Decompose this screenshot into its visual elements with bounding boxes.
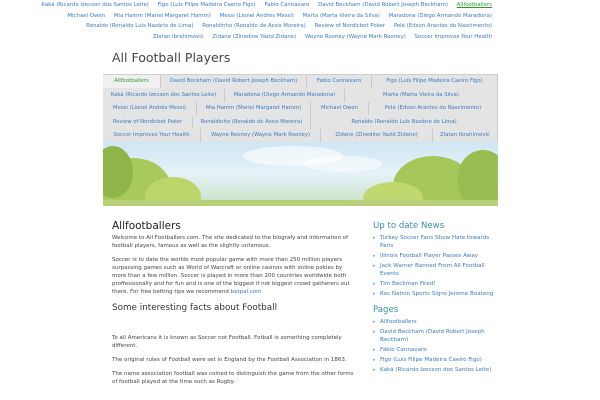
pages-item xyxy=(373,318,498,326)
pages-link[interactable]: Allfootballers xyxy=(380,319,417,325)
news-item xyxy=(373,290,498,298)
top-link[interactable]: Ronaldinho (Ronaldo de Assis Moreira) xyxy=(202,23,306,29)
news-item xyxy=(373,262,498,278)
top-link[interactable]: Marta (Marta Vieira da Silva) xyxy=(302,12,380,19)
main-content xyxy=(112,222,357,392)
facts-heading: Some interesting facts about Football xyxy=(112,303,278,313)
news-link[interactable]: Tim Beckman Fired! xyxy=(380,281,436,287)
top-link[interactable]: Michael Owen xyxy=(67,12,106,19)
pages-link[interactable]: David Beckham (David Robert Joseph Beckham) xyxy=(380,329,485,343)
pages-item xyxy=(373,328,498,344)
top-link[interactable]: Soccer Improves Your Health xyxy=(414,33,492,40)
news-link[interactable]: Turkey Soccer Fans Show Hate towards Paris xyxy=(380,235,490,249)
pages-widget-title: Pages xyxy=(373,305,399,315)
pages-item xyxy=(373,356,498,364)
top-link[interactable]: Review of Nordicbet Poker xyxy=(314,23,386,29)
top-link[interactable]: Maradona (Diego Armando Maradona) xyxy=(388,12,492,19)
soccer-paragraph xyxy=(112,256,357,296)
nav-item[interactable]: Mia Hamm (Mariel Margaret Hamm) xyxy=(197,102,311,115)
pages-item xyxy=(373,366,498,374)
fact-paragraph: The name association football was coined to distinguish the game from the other forms of football played at the time such as Rugby. xyxy=(112,371,354,385)
news-widget-title: Up to date News xyxy=(373,221,445,231)
top-link[interactable]: Zlatan Ibrahimović xyxy=(152,33,204,40)
news-item xyxy=(373,252,498,260)
soccer-paragraph-text: Soccer is to date the worlds most popular game with more than 250 million players surpassing games such as World of Warcraft or online casinos with online pokies by more than a few million. Soccer is played in more than 200 countries worldwide both proffessionally and for fun and is one of the biggest if not biggest crowd gatherers out there. For free betting tips we recommend xyxy=(112,257,350,295)
top-links xyxy=(0,0,600,44)
header-banner-image xyxy=(103,142,498,206)
nav-item[interactable]: Wayne Rooney (Wayne Mark Rooney) xyxy=(201,129,321,142)
pages-item xyxy=(373,346,498,354)
pages-list xyxy=(373,318,498,374)
nav-item[interactable]: Kaká (Ricardo Izecson dos Santos Leite) xyxy=(103,89,225,102)
pages-link[interactable]: Fabio Cannavaro xyxy=(380,347,427,353)
pages-link[interactable]: Figo (Luís Filipe Madeira Caeiro Figo) xyxy=(380,357,482,363)
nav-item[interactable]: Messi (Lionel Andrés Messi) xyxy=(103,102,197,115)
intro-paragraph: Welcome to All Footballers.com. The site dedicated to the biografy and information of football players, famous as well as the slightly unfamous. xyxy=(112,235,349,249)
news-item xyxy=(373,280,498,288)
nav-item[interactable]: David Beckham (David Robert Joseph Beckham) xyxy=(161,75,307,88)
nav-item[interactable]: Pelé (Edson Arantes do Nascimento) xyxy=(369,102,498,115)
top-link[interactable]: Fabio Cannavaro xyxy=(264,2,310,8)
news-item xyxy=(373,234,498,250)
nav-item[interactable]: Ronaldo (Ronaldo Luís Nazário de Lima) xyxy=(311,116,498,129)
top-link[interactable]: Messi (Lionel Andrés Messi) xyxy=(219,12,294,19)
top-link[interactable]: David Beckham (David Robert Joseph Beckham) xyxy=(318,2,448,8)
sidebar xyxy=(373,222,498,382)
site-title[interactable]: All Football Players xyxy=(112,50,231,65)
top-link[interactable]: Mia Hamm (Mariel Margaret Hamm) xyxy=(113,12,211,19)
nav-item[interactable]: Michael Owen xyxy=(311,102,369,115)
fact-paragraph: To all Americans it is known as Soccer not Football. Fotball is something completely different. xyxy=(112,335,342,349)
top-link[interactable]: Ronaldo (Ronaldo Luís Nazário de Lima) xyxy=(86,23,194,29)
nav-item[interactable]: Maradona (Diego Armando Maradona) xyxy=(225,89,345,102)
page-title: Allfootballers xyxy=(112,220,181,232)
nav-item[interactable]: Fabio Cannavaro xyxy=(307,75,372,88)
main-nav xyxy=(103,74,498,142)
news-link[interactable]: Illinois Football Player Passes Away xyxy=(380,253,479,259)
news-list xyxy=(373,234,498,298)
nav-item[interactable]: Review of Nordicbet Poker xyxy=(103,116,193,129)
pages-link[interactable]: Kaká (Ricardo Izecson dos Santos Leite) xyxy=(380,367,492,373)
nav-item[interactable]: Marta (Marta Vieira da Silva) xyxy=(345,89,498,102)
nav-item[interactable]: Figo (Luís Filipe Madeira Caeiro Figo) xyxy=(372,75,498,88)
nav-item[interactable]: Zidane (Zinedine Yazid Zidane) xyxy=(321,129,433,142)
nav-item-allfootballers[interactable]: Allfootballers xyxy=(103,75,161,88)
nav-item[interactable]: Ronaldinho (Ronaldo de Assis Moreira) xyxy=(193,116,311,129)
top-link[interactable]: Pelé (Edson Arantes do Nascimento) xyxy=(393,23,492,29)
top-link[interactable]: Kaká (Ricardo Izecson dos Santos Leite) xyxy=(41,2,149,8)
banner-trees-illustration xyxy=(103,142,498,206)
betpal-link[interactable]: betpal.com xyxy=(230,289,262,295)
news-link[interactable]: Roc Nation Sports Signs Jerome Boateng xyxy=(380,291,494,297)
nav-item[interactable]: Soccer Improves Your Health xyxy=(103,129,201,142)
news-link[interactable]: Jack Warner Banned From All Football Events xyxy=(380,263,485,277)
top-link[interactable]: Zidane (Zinedine Yazid Zidane) xyxy=(212,33,297,40)
top-link[interactable]: Wayne Rooney (Wayne Mark Rooney) xyxy=(304,33,406,40)
top-link[interactable]: Figo (Luís Filipe Madeira Caeiro Figo) xyxy=(157,2,256,8)
fact-paragraph: The original rules of Football were set in England by the Football Association in 1863. xyxy=(112,357,347,363)
top-link-current[interactable]: Allfootballers xyxy=(456,2,492,8)
nav-item[interactable]: Zlatan Ibrahimović xyxy=(433,129,498,142)
